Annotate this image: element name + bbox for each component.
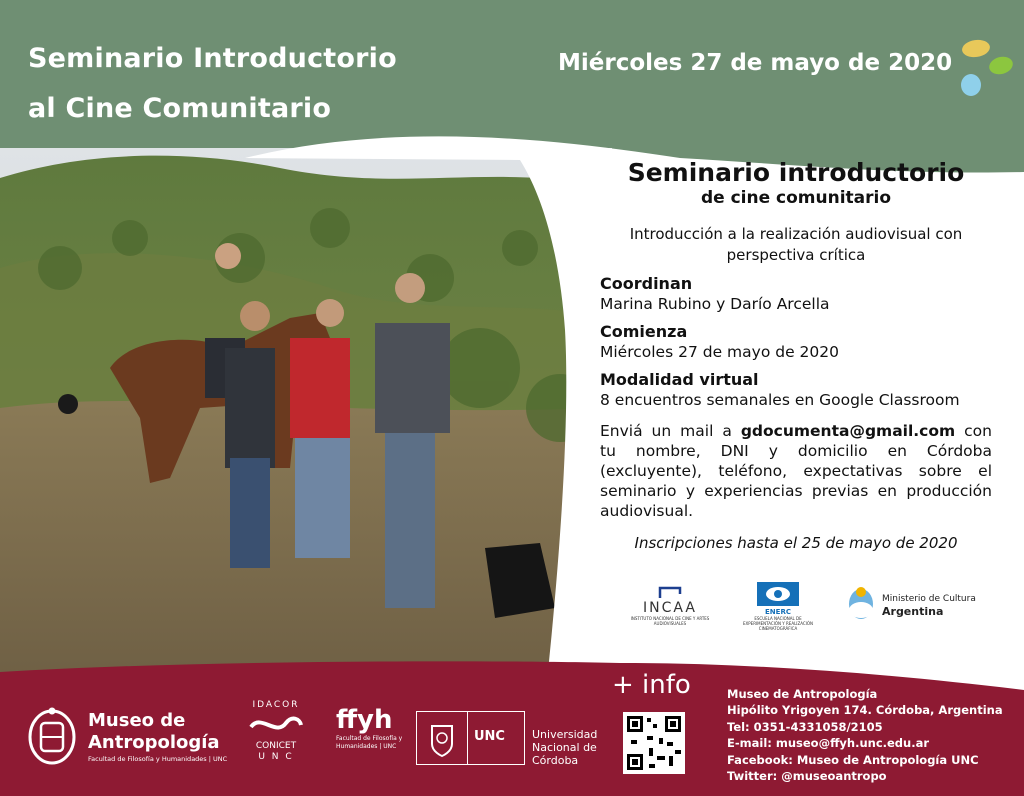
museum-logo-line2: Antropología bbox=[88, 732, 220, 753]
ministerio-line1: Ministerio de Cultura bbox=[882, 594, 976, 604]
content-title: Seminario introductorio bbox=[627, 158, 965, 187]
incaa-name: INCAA bbox=[643, 600, 697, 616]
section-value: 8 encuentros semanales en Google Classroom bbox=[600, 391, 960, 409]
ministerio-line2: Argentina bbox=[882, 605, 944, 618]
content-subtitle: de cine comunitario bbox=[700, 188, 892, 208]
museum-logo-text bbox=[88, 710, 227, 764]
unc-logo bbox=[416, 711, 525, 765]
header-date: Miércoles 27 de mayo de 2020 bbox=[558, 50, 953, 76]
contact-twitter[interactable]: Twitter: @museoantropo bbox=[727, 769, 887, 784]
unc-shield-box bbox=[417, 712, 468, 764]
contact-address: Hipólito Yrigoyen 174. Córdoba, Argentina bbox=[727, 703, 1003, 718]
contact-email-link[interactable]: gdocumenta@gmail.com bbox=[740, 422, 956, 440]
conicet-label: CONICET bbox=[255, 741, 297, 751]
section-value: Marina Rubino y Darío Arcella bbox=[600, 295, 830, 313]
instructions-suffix: con tu nombre, DNI y domicilio en Córdoba (excluyente), teléfono, expectativas sobre el seminario y experiencias previas en producción audiovisual. bbox=[600, 422, 992, 520]
incaa-subtitle: INSTITUTO NACIONAL DE CINE Y ARTES AUDIOVISUALES bbox=[630, 616, 710, 626]
contact-details bbox=[727, 686, 1003, 784]
ffyh-logo-text: ffyh bbox=[336, 705, 393, 735]
instructions-prefix: Enviá un mail a bbox=[600, 422, 732, 440]
contact-line: Museo de Antropología bbox=[727, 687, 878, 701]
contact-email[interactable]: E-mail: museo@ffyh.unc.edu.ar bbox=[727, 736, 930, 751]
registration-deadline: Inscripciones hasta el 25 de mayo de 2020 bbox=[634, 534, 958, 552]
content-intro: Introducción a la realización audiovisual con perspectiva crítica bbox=[629, 225, 963, 264]
unc-logo-label: UNC bbox=[474, 729, 505, 744]
museum-logo-line1: Museo de bbox=[88, 710, 186, 731]
section-value: Miércoles 27 de mayo de 2020 bbox=[600, 343, 839, 361]
idacor-label: IDACOR bbox=[252, 700, 300, 710]
contact-facebook[interactable]: Facebook: Museo de Antropología UNC bbox=[727, 752, 979, 767]
ffyh-logo-sub: Facultad de Filosofía y Humanidades | UNC bbox=[336, 735, 403, 750]
ffyh-logo bbox=[336, 705, 406, 751]
enerc-name: ENERC bbox=[765, 608, 791, 616]
enerc-subtitle: ESCUELA NACIONAL DE EXPERIMENTACIÓN Y REALIZACIÓN CINEMATOGRÁFICA bbox=[742, 616, 813, 631]
section-label: Coordinan bbox=[600, 274, 693, 293]
section-label: Modalidad virtual bbox=[600, 370, 759, 389]
more-info-label: + info bbox=[612, 670, 691, 700]
header-title-line1: Seminario Introductorio bbox=[28, 43, 397, 74]
qr-code-icon[interactable] bbox=[623, 712, 685, 774]
idacor-logo bbox=[241, 700, 311, 763]
qr-pattern-icon bbox=[623, 712, 685, 774]
conicet-swirl-icon bbox=[246, 711, 306, 737]
museum-logo-sub: Facultad de Filosofía y Humanidades | UNC bbox=[88, 755, 228, 763]
section-label: Comienza bbox=[600, 322, 688, 341]
header-title-line2: al Cine Comunitario bbox=[28, 93, 332, 124]
unc-shield-icon bbox=[417, 712, 467, 764]
unc-name: Universidad Nacional de Córdoba bbox=[532, 728, 598, 767]
idacor-unc-label: U N C bbox=[258, 752, 294, 762]
contact-phone: Tel: 0351-4331058/2105 bbox=[727, 719, 883, 734]
museum-turtle-icon bbox=[26, 706, 78, 768]
